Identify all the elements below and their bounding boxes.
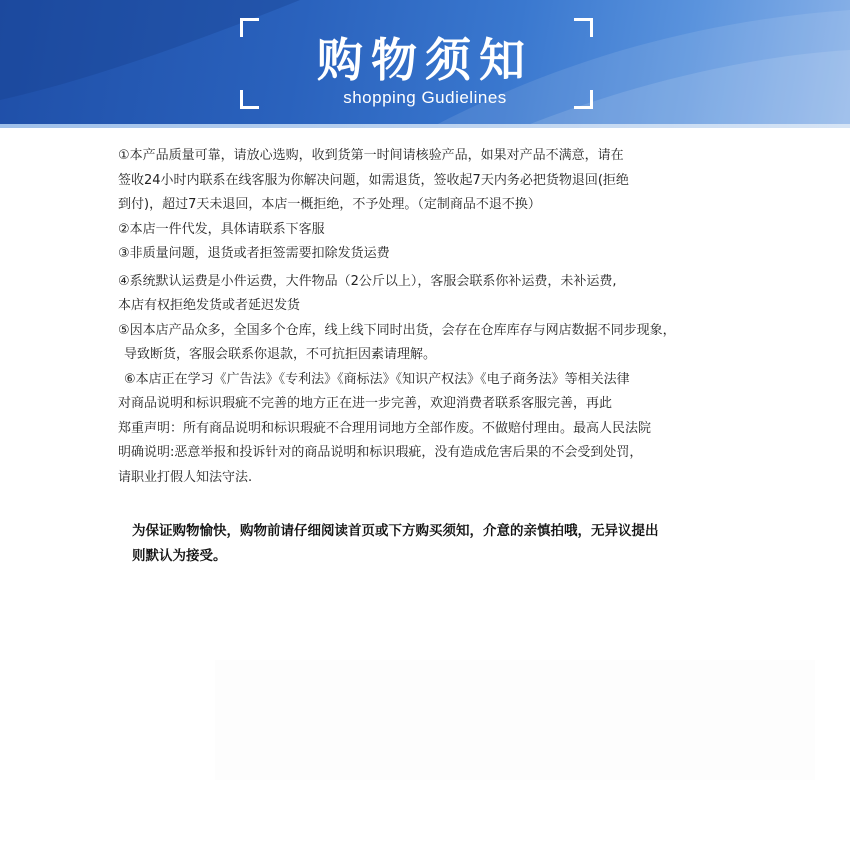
rule-item xyxy=(118,144,798,218)
rule-line: ④系统默认运费是小件运费，大件物品（2公斤以上），客服会联系你补运费，未补运费, xyxy=(118,273,617,289)
rule-line: 导致断货，客服会联系你退款，不可抗拒因素请理解。 xyxy=(124,347,437,362)
rule-line: ①本产品质量可靠，请放心选购，收到货第一时间请核验产品，如果对产品不满意，请在 xyxy=(118,148,624,163)
page-title: 购物须知 xyxy=(317,33,533,87)
rule-line: 明确说明:恶意举报和投诉针对的商品说明和标识瑕疵，没有造成危害后果的不会受到处罚， xyxy=(118,445,643,460)
rule-line: 本店有权拒绝发货或者延迟发货 xyxy=(118,298,301,313)
rule-line: ②本店一件代发，具体请联系下客服 xyxy=(118,221,325,237)
rule-item xyxy=(118,319,798,368)
header-banner xyxy=(0,0,850,128)
rule-line: ③非质量问题，退货或者拒签需要扣除发货运费 xyxy=(118,246,390,261)
rule-item xyxy=(118,368,798,491)
notice-line: 则默认为接受。 xyxy=(132,548,227,564)
rules-list xyxy=(118,144,798,490)
rule-line: ⑤因本店产品众多，全国多个仓库，线上线下同时出货，会存在仓库库存与网店数据不同步现象， xyxy=(118,322,676,338)
rule-line: 对商品说明和标识瑕疵不完善的地方正在进一步完善，欢迎消费者联系客服完善，再此 xyxy=(118,396,613,411)
rule-item xyxy=(118,218,798,243)
rule-item xyxy=(118,242,798,267)
rule-line: 到付)，超过7天未退回，本店一概拒绝，不予处理。（定制商品不退不换） xyxy=(118,197,541,212)
rule-item xyxy=(118,270,798,319)
banner-divider xyxy=(0,124,850,128)
purchase-notice xyxy=(132,519,772,569)
notice-line: 为保证购物愉快，购物前请仔细阅读首页或下方购买须知，介意的亲慎拍哦，无异议提出 xyxy=(132,523,659,539)
page-subtitle: shopping Gudielines xyxy=(343,88,507,107)
rule-line: ⑥本店正在学习《广告法》《专利法》《商标法》《知识产权法》《电子商务法》等相关法律 xyxy=(124,371,630,387)
rule-line: 请职业打假人知法守法. xyxy=(118,469,253,485)
rule-line: 郑重声明：所有商品说明和标识瑕疵不合理用词地方全部作废。不做赔付理由。最高人民法院 xyxy=(118,420,652,436)
blank-area xyxy=(215,660,815,780)
rule-line: 签收24小时内联系在线客服为你解决问题，如需退货，签收起7天内务必把货物退回(拒绝 xyxy=(118,172,629,188)
